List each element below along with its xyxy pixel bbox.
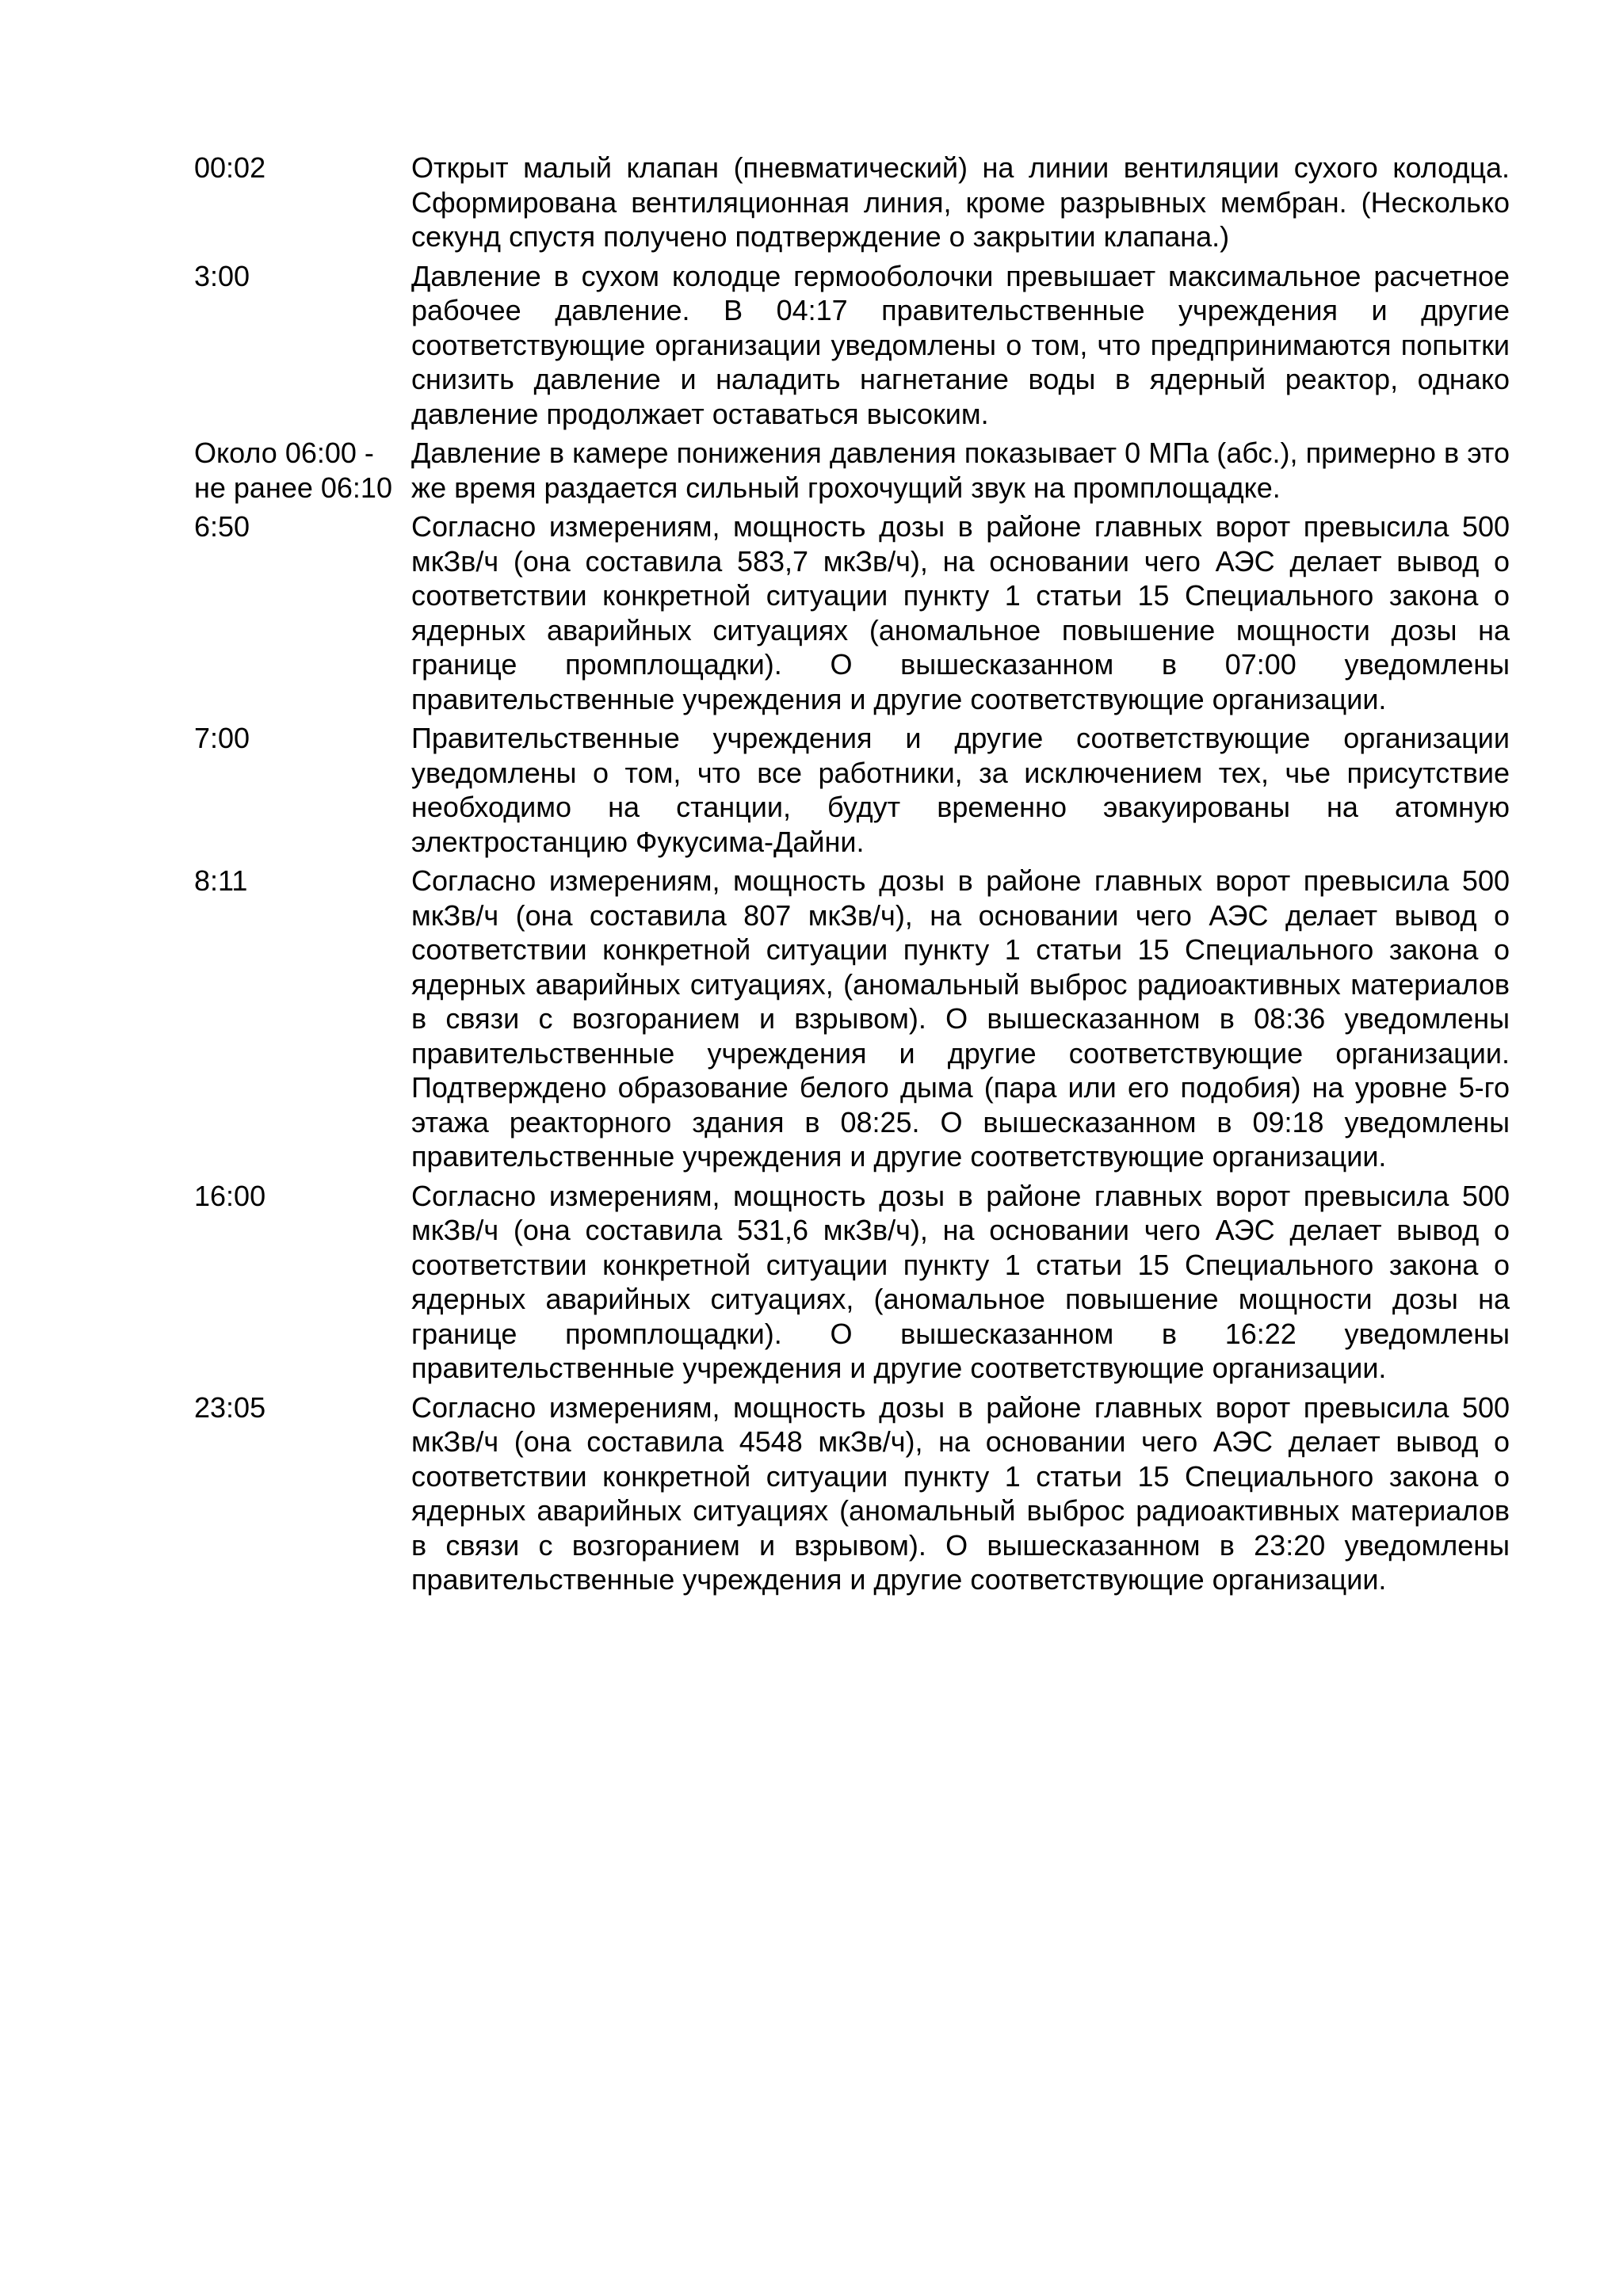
entry-text: Правительственные учреждения и другие соответствующие организации уведомлены о том, что все работники, за исключением тех, чье присутствие необходимо на станции, будут временно эвакуированы на атомную электростанцию Фукусима-Дайни. [411, 722, 1510, 858]
entry-time: 23:05 [194, 1390, 266, 1424]
timeline-entry [194, 436, 1510, 505]
entry-time: Около 06:00 - не ранее 06:10 [194, 437, 392, 504]
timeline-entry [194, 509, 1510, 716]
entry-time: 6:50 [194, 510, 250, 543]
entry-time: 8:11 [194, 864, 248, 897]
entry-text: Давление в сухом колодце гермооболочки превышает максимальное расчетное рабочее давление. В 04:17 правительственные учреждения и другие соответствующие организации уведомлены о том, что предпринимаются попытки снизить давление и наладить нагнетание воды в ядерный реактор, однако давление продолжает оставаться высоким. [411, 259, 1510, 430]
entry-time: 3:00 [194, 259, 250, 292]
entry-text: Открыт малый клапан (пневматический) на линии вентиляции сухого колодца. Сформирована вентиляционная линия, кроме разрывных мембран. (Несколько секунд спустя получено подтверждение о закрытии клапана.) [411, 151, 1510, 253]
timeline-entry [194, 151, 1510, 254]
timeline-entry [194, 721, 1510, 859]
timeline-document [194, 151, 1510, 1597]
timeline-entry [194, 1179, 1510, 1386]
timeline-entry [194, 864, 1510, 1174]
timeline-entry [194, 1390, 1510, 1597]
entry-text: Давление в камере понижения давления показывает 0 МПа (абс.), примерно в это же время раздается сильный грохочущий звук на промплощадке. [411, 437, 1510, 504]
entry-text: Согласно измерениям, мощность дозы в районе главных ворот превысила 500 мкЗв/ч (она составила 4548 мкЗв/ч), на основании чего АЭС делает вывод о соответствии конкретной ситуации пункту 1 статьи 15 Специального закона о ядерных аварийных ситуациях (аномальный выброс радиоактивных материалов в связи с возгоранием и взрывом). О вышесказанном в 23:20 уведомлены правительственные учреждения и другие соответствующие организации. [411, 1390, 1510, 1596]
entry-time: 00:02 [194, 151, 266, 184]
entry-time: 16:00 [194, 1179, 266, 1212]
entry-text: Согласно измерениям, мощность дозы в районе главных ворот превысила 500 мкЗв/ч (она составила 807 мкЗв/ч), на основании чего АЭС делает вывод о соответствии конкретной ситуации пункту 1 статьи 15 Специального закона о ядерных аварийных ситуациях, (аномальный выброс радиоактивных материалов в связи с возгоранием и взрывом). О вышесказанном в 08:36 уведомлены правительственные учреждения и другие соответствующие организации. Подтверждено образование белого дыма (пара или его подобия) на уровне 5-го этажа реакторного здания в 08:25. О вышесказанном в 09:18 уведомлены правительственные учреждения и другие соответствующие организации. [411, 864, 1510, 1173]
entry-text: Согласно измерениям, мощность дозы в районе главных ворот превысила 500 мкЗв/ч (она составила 583,7 мкЗв/ч), на основании чего АЭС делает вывод о соответствии конкретной ситуации пункту 1 статьи 15 Специального закона о ядерных аварийных ситуациях (аномальное повышение мощности дозы на границе промплощадки). О вышесказанном в 07:00 уведомлены правительственные учреждения и другие соответствующие организации. [411, 510, 1510, 715]
entry-time: 7:00 [194, 722, 250, 754]
entry-text: Согласно измерениям, мощность дозы в районе главных ворот превысила 500 мкЗв/ч (она составила 531,6 мкЗв/ч), на основании чего АЭС делает вывод о соответствии конкретной ситуации пункту 1 статьи 15 Специального закона о ядерных аварийных ситуациях, (аномальное повышение мощности дозы на границе промплощадки). О вышесказанном в 16:22 уведомлены правительственные учреждения и другие соответствующие организации. [411, 1179, 1510, 1384]
timeline-entry [194, 259, 1510, 432]
